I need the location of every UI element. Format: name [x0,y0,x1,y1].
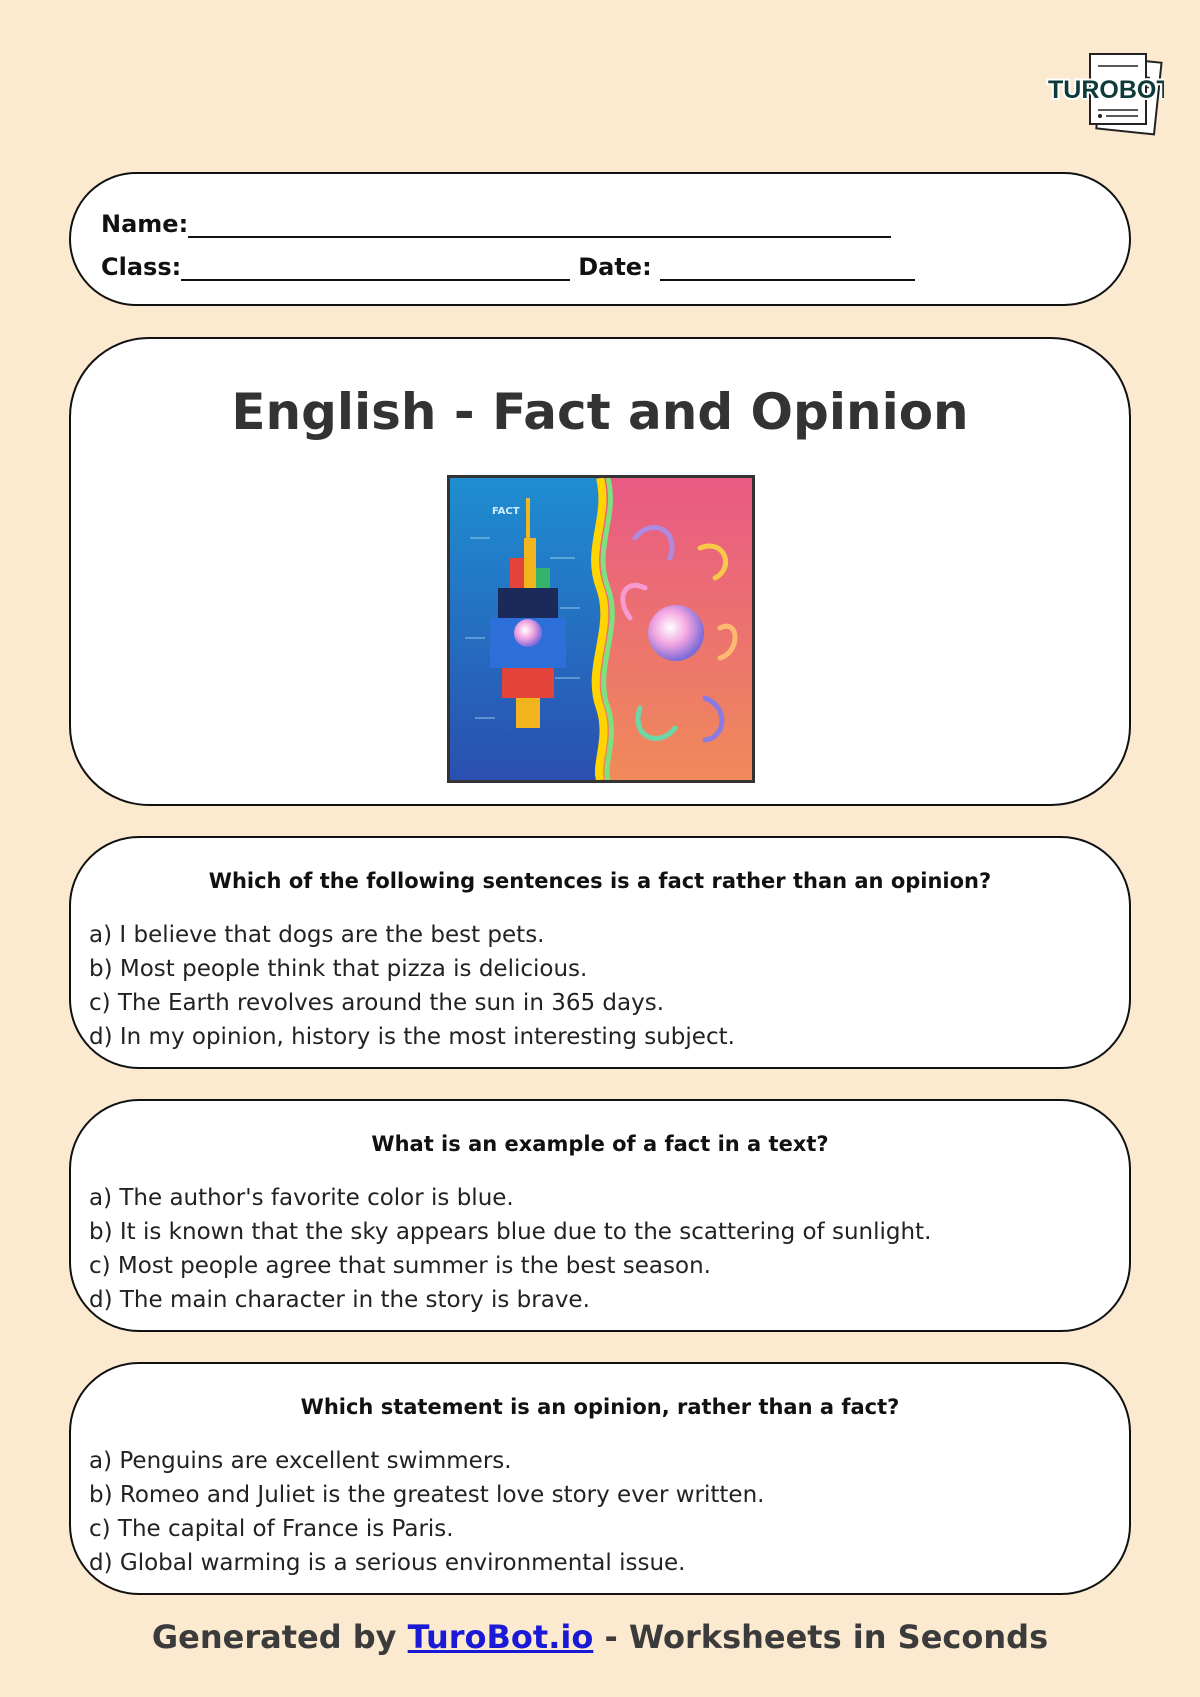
class-field-line[interactable] [181,255,570,281]
option-a: a) Penguins are excellent swimmers. [89,1448,512,1474]
question-text: Which of the following sentences is a fact rather than an opinion? [208,869,992,893]
footer-prefix: Generated by [151,1618,408,1656]
fact-opinion-illustration [447,475,755,783]
turobot-link[interactable]: TuroBot.io [407,1618,594,1656]
options-list [89,1181,931,1317]
question-card-1 [69,836,1131,1069]
option-c: c) Most people agree that summer is the best season. [89,1253,711,1279]
option-c: c) The capital of France is Paris. [89,1516,454,1542]
class-label: Class: [101,253,182,281]
name-field-line[interactable] [188,212,891,238]
option-d: d) Global warming is a serious environmental issue. [89,1550,686,1576]
option-a: a) The author's favorite color is blue. [89,1185,514,1211]
question-card-2 [69,1099,1131,1332]
option-b: b) It is known that the sky appears blue due to the scattering of sunlight. [89,1219,932,1245]
options-list [89,918,735,1054]
logo-text: TUROBOT [1048,76,1164,104]
options-list [89,1444,764,1580]
class-date-row [101,253,915,281]
question-text: Which statement is an opinion, rather than a fact? [300,1395,900,1419]
option-b: b) Most people think that pizza is delicious. [89,956,588,982]
illustration-label: FACT [492,506,520,517]
student-info-card [69,172,1131,306]
date-field-line[interactable] [660,255,915,281]
footer [0,1618,1200,1656]
footer-suffix: - Worksheets in Seconds [593,1618,1049,1656]
turobot-logo [1044,50,1164,138]
date-label: Date: [578,253,652,281]
name-row [101,210,891,238]
option-d: d) In my opinion, history is the most interesting subject. [89,1024,735,1050]
question-text: What is an example of a fact in a text? [371,1132,829,1156]
option-c: c) The Earth revolves around the sun in 365 days. [89,990,665,1016]
option-a: a) I believe that dogs are the best pets. [89,922,545,948]
name-label: Name: [101,210,189,238]
title-card [69,337,1131,806]
question-card-3 [69,1362,1131,1595]
worksheet-title: English - Fact and Opinion [231,383,969,441]
option-b: b) Romeo and Juliet is the greatest love story ever written. [89,1482,765,1508]
option-d: d) The main character in the story is brave. [89,1287,590,1313]
